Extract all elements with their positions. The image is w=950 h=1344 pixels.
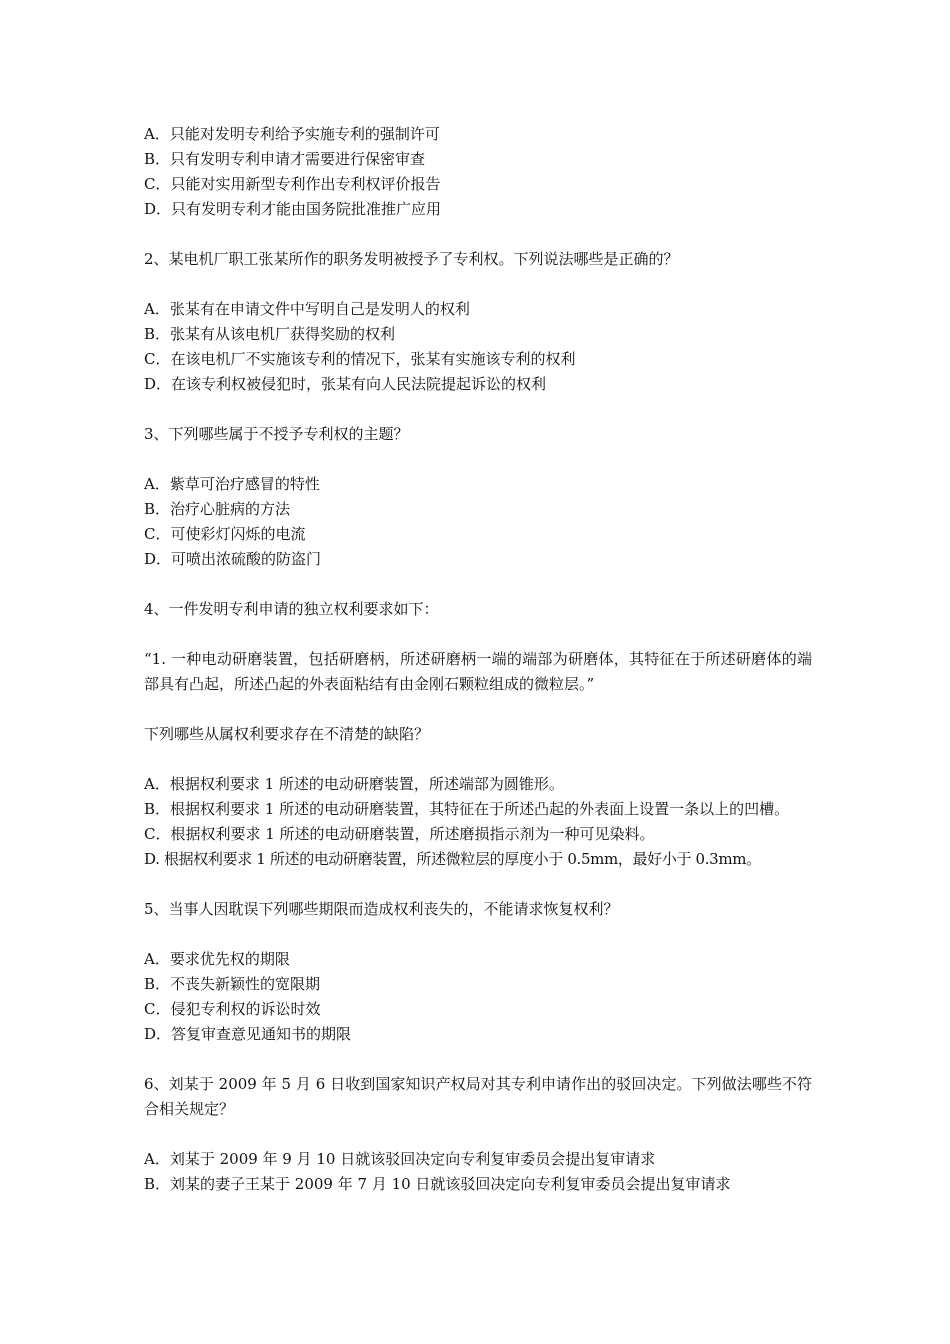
option-c: C．侵犯专利权的诉讼时效 — [144, 1000, 321, 1018]
option-b: B．只有发明专利申请才需要进行保密审查 — [144, 150, 426, 168]
option-c: C．可使彩灯闪烁的电流 — [144, 525, 306, 543]
option-d: D．答复审查意见通知书的期限 — [144, 1025, 352, 1043]
question-2-text: 2、某电机厂职工张某所作的职务发明被授予了专利权。下列说法哪些是正确的？ — [144, 250, 679, 268]
option-a: A．张某有在申请文件中写明自己是发明人的权利 — [144, 300, 470, 318]
option-a: A．根据权利要求 1 所述的电动研磨装置，所述端部为圆锥形。 — [144, 775, 564, 793]
option-d: D．在该专利权被侵犯时，张某有向人民法院提起诉讼的权利 — [144, 375, 547, 393]
question-4-sub-question: 下列哪些从属权利要求存在不清楚的缺陷？ — [144, 725, 430, 743]
spacer — [144, 572, 812, 597]
spacer — [144, 1047, 812, 1072]
document-page — [144, 122, 812, 1197]
option-b: B．刘某的妻子王某于 2009 年 7 月 10 日就该驳回决定向专利复审委员会提出复审请求 — [144, 1175, 731, 1193]
option-b: B．治疗心脏病的方法 — [144, 500, 291, 518]
option-a: A．紫草可治疗感冒的特性 — [144, 475, 320, 493]
option-d: D．只有发明专利才能由国务院批准推广应用 — [144, 200, 442, 218]
spacer — [144, 697, 812, 722]
spacer — [144, 272, 812, 297]
option-b: B．张某有从该电机厂获得奖励的权利 — [144, 325, 396, 343]
spacer — [144, 872, 812, 897]
question-6-text: 6、刘某于 2009 年 5 月 6 日收到国家知识产权局对其专利申请作出的驳回决定。下列做法哪些不符合相关规定？ — [144, 1075, 812, 1118]
spacer — [144, 397, 812, 422]
question-6-options — [144, 1147, 812, 1197]
question-5-text: 5、当事人因耽误下列哪些期限而造成权利丧失的，不能请求恢复权利？ — [144, 900, 619, 918]
option-b: B．根据权利要求 1 所述的电动研磨装置，其特征在于所述凸起的外表面上设置一条以上的凹槽。 — [144, 800, 790, 818]
spacer — [144, 622, 812, 647]
option-c: C．在该电机厂不实施该专利的情况下，张某有实施该专利的权利 — [144, 350, 576, 368]
option-c: C．只能对实用新型专利作出专利权评价报告 — [144, 175, 441, 193]
option-a: A．只能对发明专利给予实施专利的强制许可 — [144, 125, 440, 143]
spacer — [144, 922, 812, 947]
question-4-options — [144, 772, 812, 872]
option-c: C．根据权利要求 1 所述的电动研磨装置，所述磨损指示剂为一种可见染料。 — [144, 825, 655, 843]
question-4-claim: “1. 一种电动研磨装置，包括研磨柄，所述研磨柄一端的端部为研磨体，其特征在于所述研磨体的端部具有凸起，所述凸起的外表面粘结有由金刚石颗粒组成的微粒层。” — [144, 650, 812, 693]
option-d: D．可喷出浓硫酸的防盗门 — [144, 550, 322, 568]
question-1-options — [144, 122, 812, 222]
question-5-options — [144, 947, 812, 1047]
spacer — [144, 747, 812, 772]
spacer — [144, 447, 812, 472]
option-a: A．刘某于 2009 年 9 月 10 日就该驳回决定向专利复审委员会提出复审请求 — [144, 1150, 656, 1168]
question-3-text: 3、下列哪些属于不授予专利权的主题？ — [144, 425, 409, 443]
option-d: D. 根据权利要求 1 所述的电动研磨装置，所述微粒层的厚度小于 0.5mm，最好小于 0.3mm。 — [144, 850, 761, 868]
option-a: A．要求优先权的期限 — [144, 950, 290, 968]
question-3-options — [144, 472, 812, 572]
question-2-options — [144, 297, 812, 397]
question-4-text: 4、一件发明专利申请的独立权利要求如下： — [144, 600, 439, 618]
spacer — [144, 222, 812, 247]
spacer — [144, 1122, 812, 1147]
option-b: B．不丧失新颖性的宽限期 — [144, 975, 321, 993]
